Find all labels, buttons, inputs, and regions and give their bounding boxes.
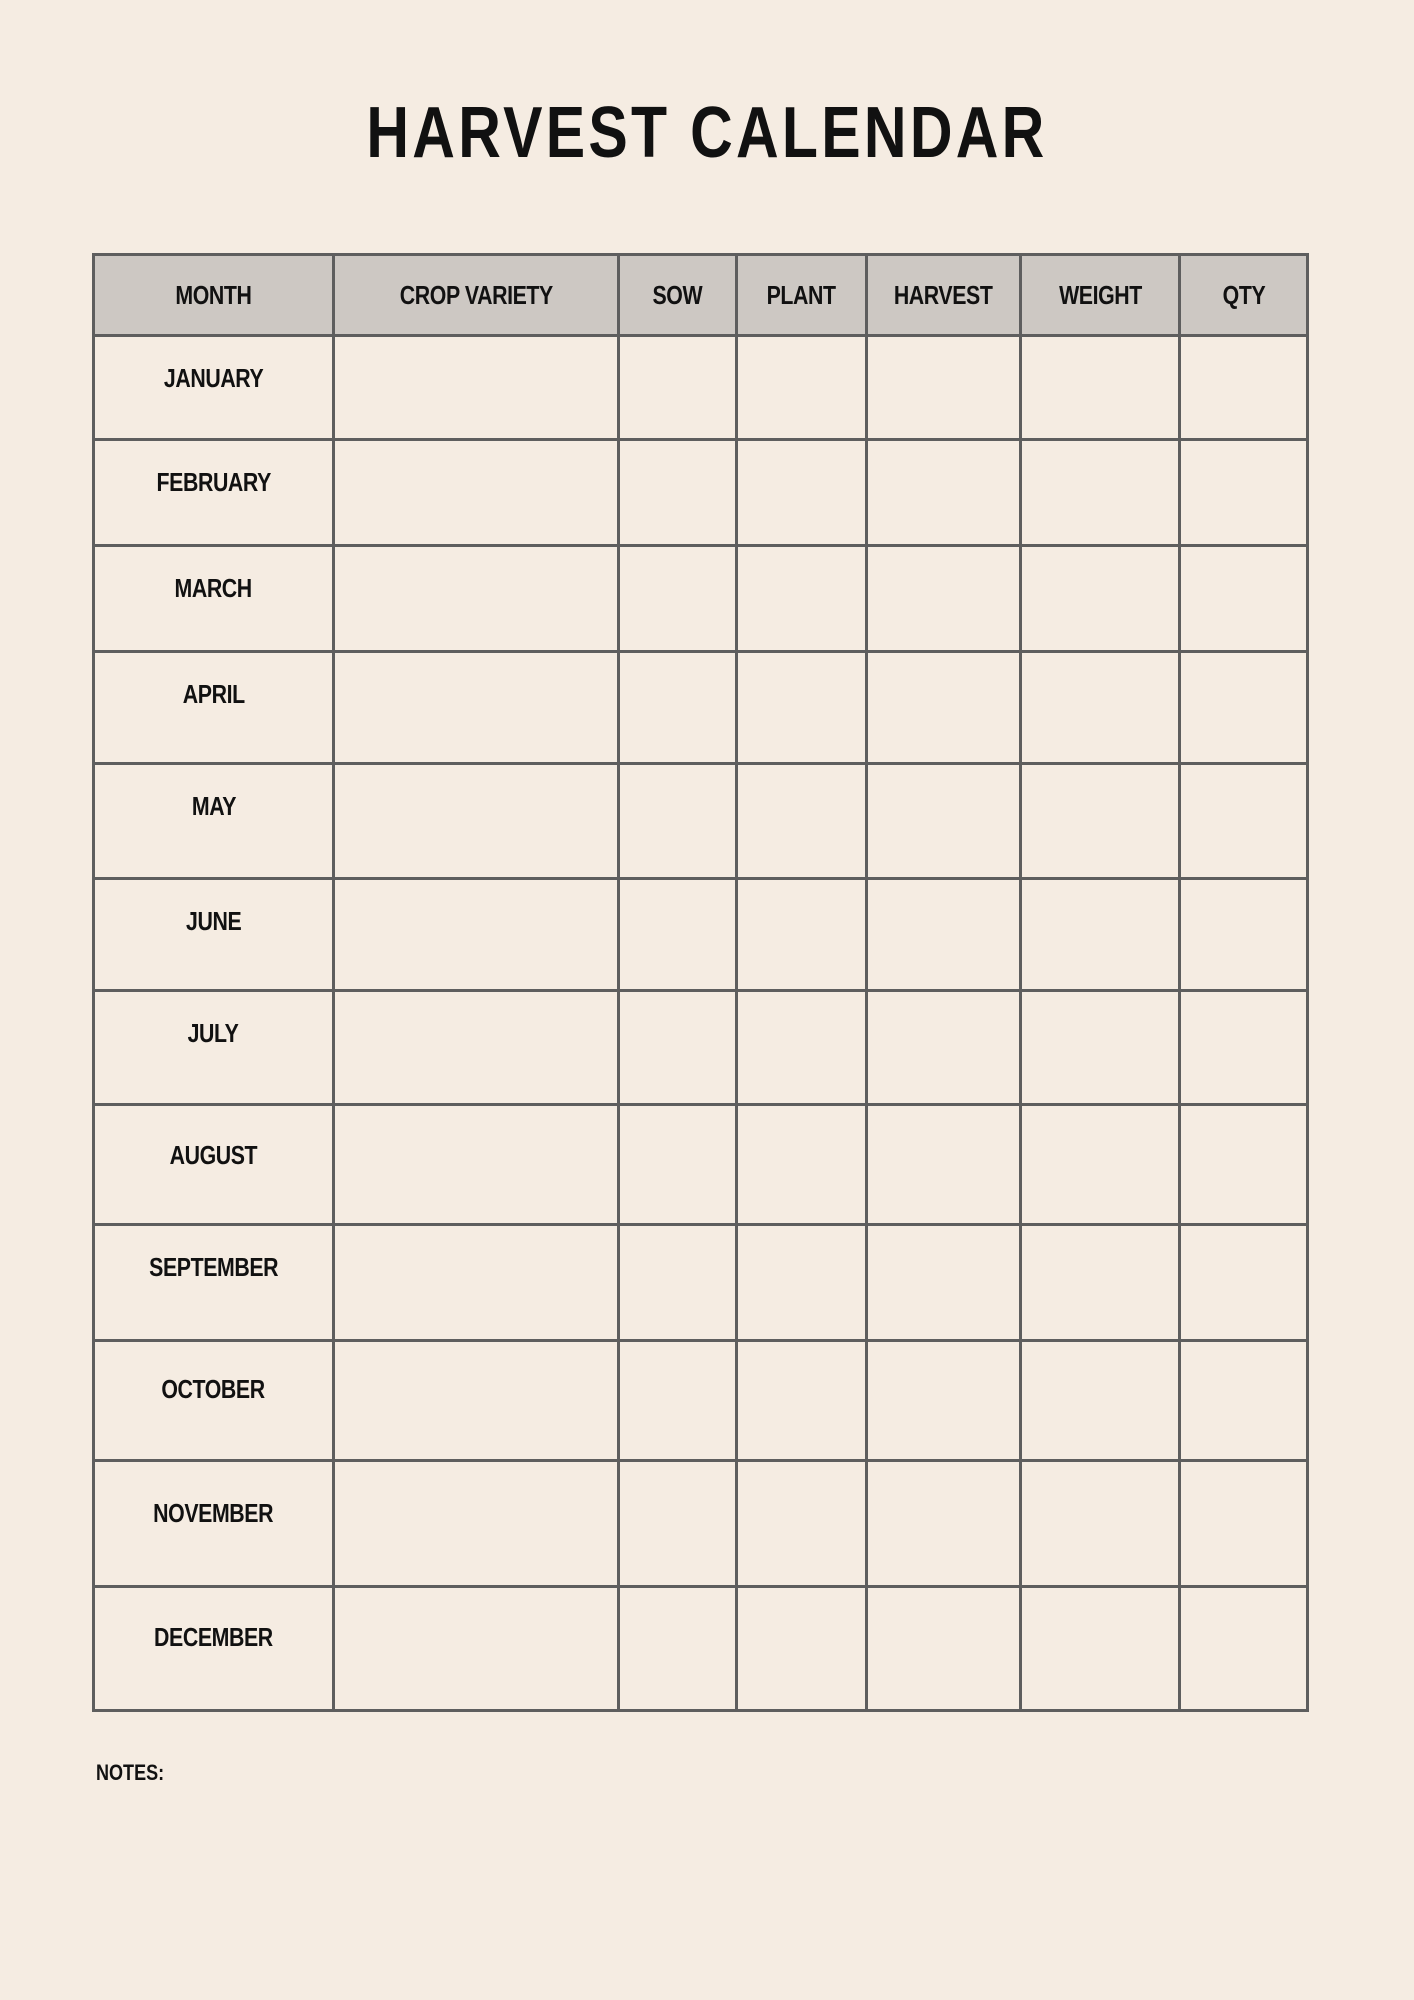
harvest-cell[interactable] <box>867 440 1021 546</box>
qty-cell[interactable] <box>1180 440 1308 546</box>
table-row <box>94 1341 1308 1461</box>
qty-cell[interactable] <box>1180 1105 1308 1225</box>
table-row <box>94 764 1308 879</box>
header-row <box>94 255 1308 336</box>
weight-cell[interactable] <box>1021 336 1180 440</box>
plant-cell[interactable] <box>737 1587 867 1711</box>
month-cell: FEBRUARY <box>94 440 334 546</box>
crop-variety-cell[interactable] <box>334 546 619 652</box>
harvest-cell[interactable] <box>867 764 1021 879</box>
column-header-weight: WEIGHT <box>1021 255 1180 336</box>
crop-variety-cell[interactable] <box>334 1341 619 1461</box>
crop-variety-cell[interactable] <box>334 879 619 991</box>
sow-cell[interactable] <box>619 1587 737 1711</box>
notes-label: NOTES: <box>96 1760 165 1785</box>
month-cell: MAY <box>94 764 334 879</box>
qty-cell[interactable] <box>1180 991 1308 1105</box>
table-row <box>94 546 1308 652</box>
harvest-cell[interactable] <box>867 652 1021 764</box>
qty-cell[interactable] <box>1180 1587 1308 1711</box>
crop-variety-cell[interactable] <box>334 1225 619 1341</box>
weight-cell[interactable] <box>1021 1461 1180 1587</box>
weight-cell[interactable] <box>1021 546 1180 652</box>
qty-cell[interactable] <box>1180 1461 1308 1587</box>
table-row <box>94 1105 1308 1225</box>
qty-cell[interactable] <box>1180 879 1308 991</box>
plant-cell[interactable] <box>737 440 867 546</box>
table-row <box>94 1587 1308 1711</box>
sow-cell[interactable] <box>619 879 737 991</box>
sow-cell[interactable] <box>619 440 737 546</box>
crop-variety-cell[interactable] <box>334 652 619 764</box>
month-cell: NOVEMBER <box>94 1461 334 1587</box>
weight-cell[interactable] <box>1021 764 1180 879</box>
plant-cell[interactable] <box>737 1225 867 1341</box>
month-cell: JANUARY <box>94 336 334 440</box>
table-row <box>94 991 1308 1105</box>
sow-cell[interactable] <box>619 1105 737 1225</box>
column-header-qty: QTY <box>1180 255 1308 336</box>
harvest-cell[interactable] <box>867 546 1021 652</box>
weight-cell[interactable] <box>1021 1587 1180 1711</box>
column-header-plant: PLANT <box>737 255 867 336</box>
harvest-cell[interactable] <box>867 1225 1021 1341</box>
qty-cell[interactable] <box>1180 546 1308 652</box>
month-cell: AUGUST <box>94 1105 334 1225</box>
table-row <box>94 652 1308 764</box>
plant-cell[interactable] <box>737 336 867 440</box>
sow-cell[interactable] <box>619 1225 737 1341</box>
month-cell: JUNE <box>94 879 334 991</box>
plant-cell[interactable] <box>737 1105 867 1225</box>
crop-variety-cell[interactable] <box>334 440 619 546</box>
qty-cell[interactable] <box>1180 1341 1308 1461</box>
column-header-month: MONTH <box>94 255 334 336</box>
sow-cell[interactable] <box>619 1341 737 1461</box>
page-title: HARVEST CALENDAR <box>366 93 1048 173</box>
table-row <box>94 1225 1308 1341</box>
column-header-sow: SOW <box>619 255 737 336</box>
harvest-cell[interactable] <box>867 1461 1021 1587</box>
weight-cell[interactable] <box>1021 991 1180 1105</box>
qty-cell[interactable] <box>1180 1225 1308 1341</box>
month-cell: MARCH <box>94 546 334 652</box>
weight-cell[interactable] <box>1021 652 1180 764</box>
table-row <box>94 879 1308 991</box>
table-row <box>94 1461 1308 1587</box>
sow-cell[interactable] <box>619 336 737 440</box>
plant-cell[interactable] <box>737 1461 867 1587</box>
sow-cell[interactable] <box>619 1461 737 1587</box>
crop-variety-cell[interactable] <box>334 1105 619 1225</box>
weight-cell[interactable] <box>1021 1105 1180 1225</box>
table-row <box>94 336 1308 440</box>
harvest-cell[interactable] <box>867 336 1021 440</box>
month-cell: APRIL <box>94 652 334 764</box>
weight-cell[interactable] <box>1021 1341 1180 1461</box>
crop-variety-cell[interactable] <box>334 336 619 440</box>
weight-cell[interactable] <box>1021 879 1180 991</box>
crop-variety-cell[interactable] <box>334 991 619 1105</box>
harvest-cell[interactable] <box>867 879 1021 991</box>
weight-cell[interactable] <box>1021 1225 1180 1341</box>
column-header-crop-variety: CROP VARIETY <box>334 255 619 336</box>
plant-cell[interactable] <box>737 546 867 652</box>
crop-variety-cell[interactable] <box>334 1461 619 1587</box>
harvest-cell[interactable] <box>867 991 1021 1105</box>
plant-cell[interactable] <box>737 1341 867 1461</box>
plant-cell[interactable] <box>737 991 867 1105</box>
harvest-cell[interactable] <box>867 1587 1021 1711</box>
harvest-cell[interactable] <box>867 1105 1021 1225</box>
weight-cell[interactable] <box>1021 440 1180 546</box>
plant-cell[interactable] <box>737 764 867 879</box>
sow-cell[interactable] <box>619 546 737 652</box>
qty-cell[interactable] <box>1180 336 1308 440</box>
month-cell: DECEMBER <box>94 1587 334 1711</box>
plant-cell[interactable] <box>737 652 867 764</box>
column-header-harvest: HARVEST <box>867 255 1021 336</box>
month-cell: OCTOBER <box>94 1341 334 1461</box>
month-cell: SEPTEMBER <box>94 1225 334 1341</box>
table-row <box>94 440 1308 546</box>
plant-cell[interactable] <box>737 879 867 991</box>
sow-cell[interactable] <box>619 764 737 879</box>
month-cell: JULY <box>94 991 334 1105</box>
crop-variety-cell[interactable] <box>334 764 619 879</box>
qty-cell[interactable] <box>1180 652 1308 764</box>
sow-cell[interactable] <box>619 991 737 1105</box>
crop-variety-cell[interactable] <box>334 1587 619 1711</box>
sow-cell[interactable] <box>619 652 737 764</box>
qty-cell[interactable] <box>1180 764 1308 879</box>
harvest-calendar-table <box>92 253 1309 1712</box>
harvest-cell[interactable] <box>867 1341 1021 1461</box>
